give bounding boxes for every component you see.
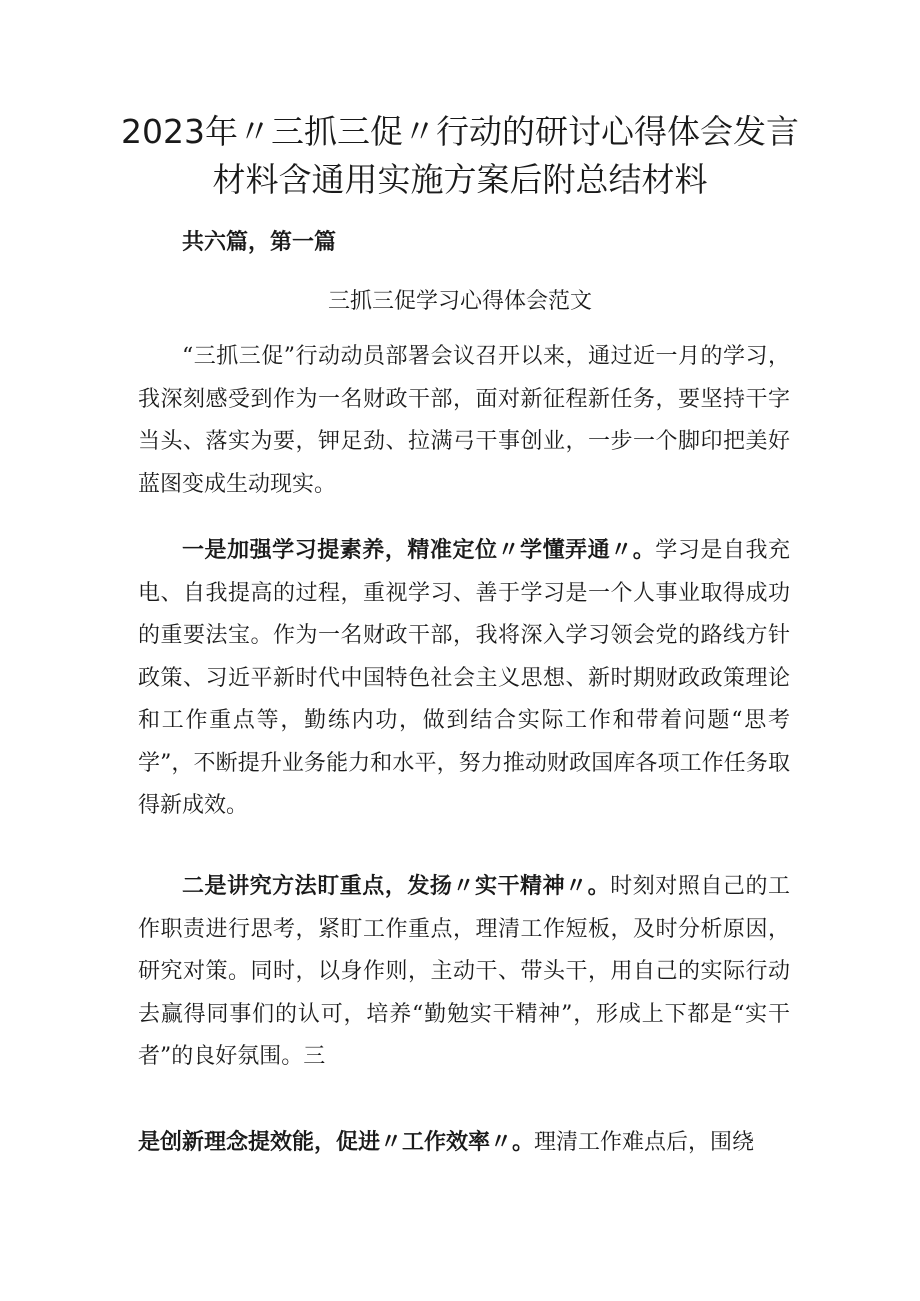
body-paragraph-4 <box>138 1122 790 1165</box>
paragraph-lead: 二是讲究方法盯重点，发扬〃实干精神〃。 <box>182 874 611 899</box>
section-title: 三抓三促学习心得体会范文 <box>327 289 592 314</box>
body-paragraph-3 <box>138 866 790 1079</box>
body-paragraph-1 <box>138 336 790 506</box>
paragraph-text: 学习是自我充电、自我提高的过程，重视学习、善于学习是一个人事业取得成功的重要法宝。作为一名财政干部，我将深入学习领会党的路线方针政策、习近平新时代中国特色社会主义思想、新时期财政政策理论和工作重点等，勤练内功，做到结合实际工作和带着问题“思考学”，不断提升业务能力和水平，努力推动财政国库各项工作任务取得新成效。 <box>138 538 790 818</box>
series-label: 共六篇，第一篇 <box>182 230 337 255</box>
paragraph-lead: 一是加强学习提素养，精准定位〃学懂弄通〃。 <box>182 538 656 563</box>
paragraph-text: 时刻对照自己的工作职责进行思考，紧盯工作重点，理清工作短板，及时分析原因，研究对策。同时，以身作则，主动干、带头干，用自己的实际行动去赢得同事们的认可，培养“勤勉实干精神”，形成上下都是“实干者”的良好氛围。三 <box>138 874 790 1069</box>
document-title: 2023年〃三抓三促〃行动的研讨心得体会发言材料含通用实施方案后附总结材料 <box>121 112 799 199</box>
paragraph-lead: 是创新理念提效能，促进〃工作效率〃。 <box>138 1130 535 1155</box>
paragraph-text: “三抓三促”行动动员部署会议召开以来，通过近一月的学习，我深刻感受到作为一名财政干部，面对新征程新任务，要坚持干字当头、落实为要，钾足劲、拉满弓干事创业，一步一个脚印把美好蓝图变成生动现实。 <box>138 344 790 497</box>
paragraph-text: 理清工作难点后，围绕 <box>534 1130 755 1155</box>
body-paragraph-2 <box>138 530 790 828</box>
